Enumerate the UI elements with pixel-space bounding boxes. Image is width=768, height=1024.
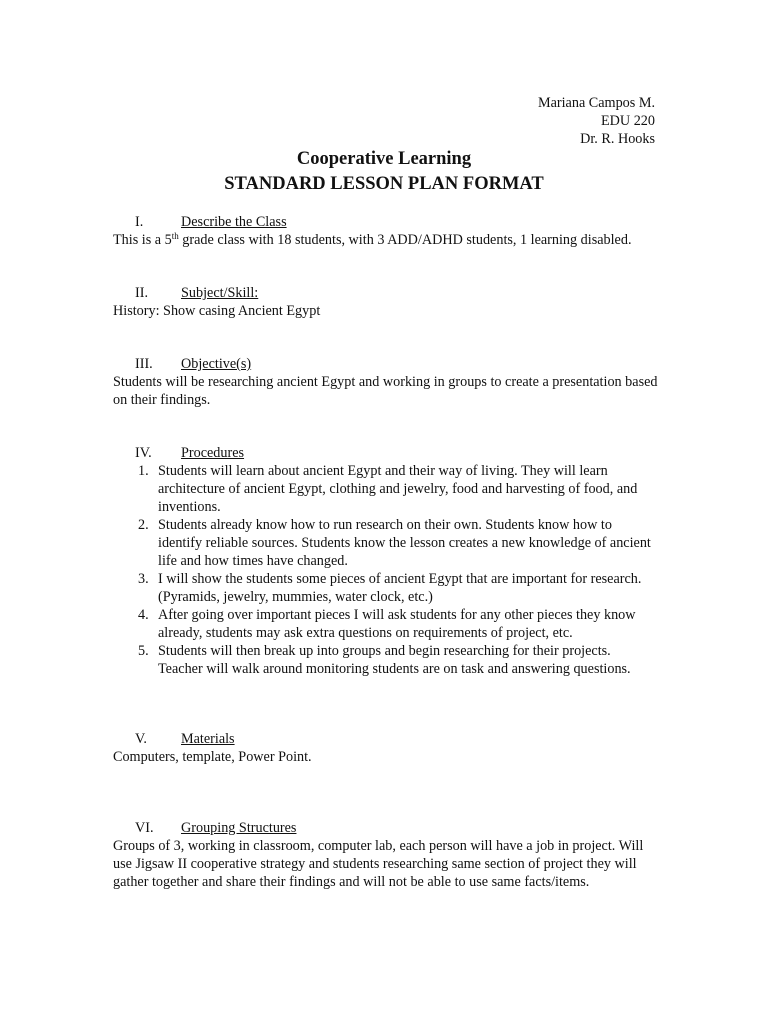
section-heading: [113, 213, 658, 231]
list-item-text: I will show the students some pieces of ancient Egypt that are important for research. (Pyramids, jewelry, mummies, water clock, etc.): [158, 571, 642, 605]
section-numeral: I.: [135, 214, 144, 230]
document-subtitle: STANDARD LESSON PLAN FORMAT: [224, 174, 544, 194]
section-heading: [113, 355, 658, 373]
section-heading: [113, 819, 658, 837]
section-materials: [113, 730, 658, 766]
list-item: [113, 516, 658, 570]
section-text: [113, 231, 658, 249]
section-title: Objective(s): [181, 356, 252, 372]
list-item: [113, 570, 658, 606]
section-numeral: III.: [135, 356, 153, 372]
section-body: [113, 373, 658, 409]
section-numeral: II.: [135, 285, 148, 301]
section-subject-skill: [113, 284, 658, 320]
section-numeral: IV.: [135, 445, 152, 461]
section-body: [113, 748, 658, 766]
procedures-list: [113, 462, 658, 678]
section-body: [113, 231, 658, 249]
section-text: Groups of 3, working in classroom, computer lab, each person will have a job in project. Will use Jigsaw II cooperative strategy and students researching same section of project they will gather together and share their findings and will not be able to use same facts/items.: [113, 838, 644, 890]
ordinal-superscript: th: [171, 231, 179, 241]
list-item-text: After going over important pieces I will ask students for any other pieces they know already, students may ask extra questions on requirements of project, etc.: [158, 607, 636, 641]
list-item-number: 5.: [138, 643, 149, 659]
list-item-number: 1.: [138, 463, 149, 479]
text-part: This is a 5: [113, 232, 172, 248]
section-heading: [113, 444, 658, 462]
section-text: Computers, template, Power Point.: [113, 749, 312, 765]
section-title: Subject/Skill:: [181, 285, 259, 301]
list-item-text: Students will then break up into groups and begin researching for their projects. Teacher will walk around monitoring students are on task and answering questions.: [158, 643, 631, 677]
section-body: [113, 302, 658, 320]
section-describe-class: [113, 213, 658, 249]
document-titles: [0, 147, 768, 197]
section-title: Materials: [181, 731, 235, 747]
section-objectives: [113, 355, 658, 409]
author-header: [538, 94, 655, 148]
list-item-number: 2.: [138, 517, 149, 533]
section-body: [113, 837, 658, 891]
section-title: Grouping Structures: [181, 820, 297, 836]
instructor-name: Dr. R. Hooks: [580, 131, 655, 147]
section-title: Describe the Class: [181, 214, 287, 230]
list-item-number: 3.: [138, 571, 149, 587]
section-procedures: [113, 444, 658, 678]
section-numeral: V.: [135, 731, 147, 747]
document-title: Cooperative Learning: [296, 149, 472, 169]
section-title: Procedures: [181, 445, 245, 461]
list-item: [113, 642, 658, 678]
list-item: [113, 606, 658, 642]
section-numeral: VI.: [135, 820, 154, 836]
author-name: Mariana Campos M.: [537, 95, 655, 111]
text-part: grade class with 18 students, with 3 ADD/ADHD students, 1 learning disabled.: [178, 232, 632, 248]
section-heading: [113, 730, 658, 748]
list-item-text: Students already know how to run research on their own. Students know how to identify reliable sources. Students know the lesson creates a new knowledge of ancient life and how times have changed.: [158, 517, 651, 569]
list-item-number: 4.: [138, 607, 149, 623]
list-item: [113, 462, 658, 516]
list-item-text: Students will learn about ancient Egypt and their way of living. They will learn architecture of ancient Egypt, clothing and jewelry, food and harvesting of food, and inventions.: [158, 463, 638, 515]
section-grouping-structures: [113, 819, 658, 891]
section-heading: [113, 284, 658, 302]
section-text: Students will be researching ancient Egypt and working in groups to create a presentation based on their findings.: [113, 374, 658, 408]
course-code: EDU 220: [601, 113, 655, 129]
section-text: History: Show casing Ancient Egypt: [113, 303, 321, 319]
